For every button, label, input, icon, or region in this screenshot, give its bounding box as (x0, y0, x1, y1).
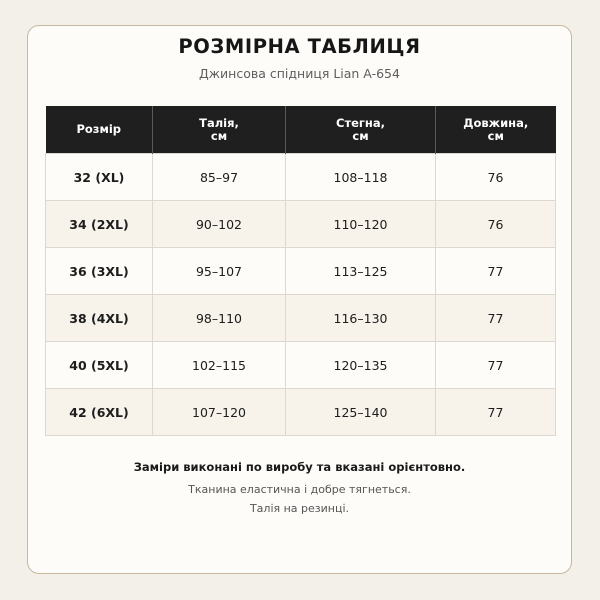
waist-note: Талія на резинці. (249, 502, 350, 515)
page-title: РОЗМІРНА ТАБЛИЦЯ (178, 35, 421, 58)
fabric-note: Тканина еластична і добре тягнеться. (188, 483, 411, 496)
table-header-row (46, 106, 556, 154)
cell-hips: 108–118 (286, 154, 436, 201)
table-row (46, 201, 556, 248)
cell-hips: 125–140 (286, 389, 436, 436)
cell-size: 32 (XL) (46, 154, 153, 201)
table-row (46, 342, 556, 389)
cell-length: 76 (436, 201, 556, 248)
size-chart-card (27, 25, 572, 574)
cell-waist: 95–107 (153, 248, 286, 295)
cell-waist: 102–115 (153, 342, 286, 389)
cell-size: 36 (3XL) (46, 248, 153, 295)
cell-hips: 113–125 (286, 248, 436, 295)
header-waist (153, 106, 286, 154)
header-length-label: Довжина, (463, 115, 529, 130)
header-hips-unit: см (352, 128, 369, 143)
cell-hips: 116–130 (286, 295, 436, 342)
cell-waist: 90–102 (153, 201, 286, 248)
cell-waist: 107–120 (153, 389, 286, 436)
cell-length: 77 (436, 248, 556, 295)
cell-size: 42 (6XL) (46, 389, 153, 436)
cell-waist: 85–97 (153, 154, 286, 201)
header-length (436, 106, 556, 154)
header-hips (286, 106, 436, 154)
cell-length: 77 (436, 295, 556, 342)
cell-length: 77 (436, 342, 556, 389)
table-row (46, 295, 556, 342)
cell-length: 77 (436, 389, 556, 436)
cell-size: 34 (2XL) (46, 201, 153, 248)
table-row (46, 154, 556, 201)
cell-size: 38 (4XL) (46, 295, 153, 342)
header-hips-label: Стегна, (336, 115, 385, 130)
cell-size: 40 (5XL) (46, 342, 153, 389)
header-waist-label: Талія, (199, 115, 239, 130)
cell-length: 76 (436, 154, 556, 201)
cell-waist: 98–110 (153, 295, 286, 342)
page-subtitle: Джинсова спідниця Lian A-654 (199, 66, 400, 81)
header-waist-unit: см (210, 128, 228, 143)
header-length-unit: см (487, 128, 504, 143)
header-size (46, 106, 153, 154)
header-size-label: Розмір (76, 122, 122, 136)
size-table (45, 106, 556, 436)
table-row (46, 389, 556, 436)
cell-hips: 110–120 (286, 201, 436, 248)
measurement-note: Заміри виконані по виробу та вказані орієнтовно. (133, 460, 466, 474)
table-row (46, 248, 556, 295)
cell-hips: 120–135 (286, 342, 436, 389)
